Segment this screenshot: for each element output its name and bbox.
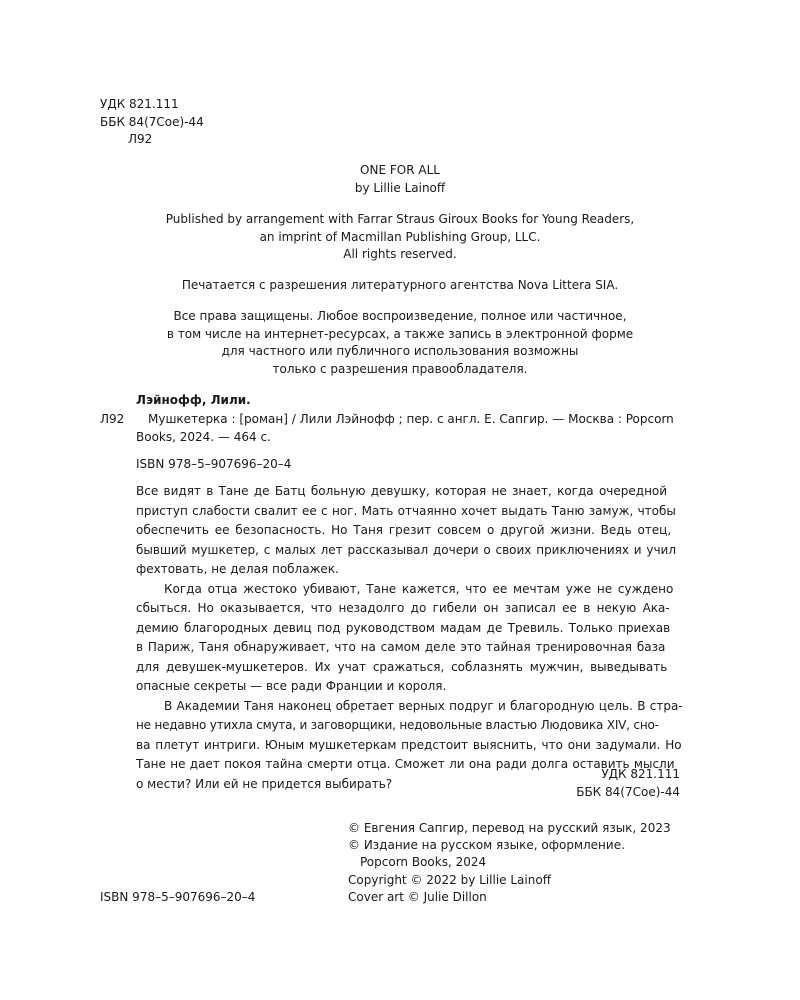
annotation-line: о мести? Или ей не придется выбирать? (136, 776, 393, 791)
annotation-line: демию благородных девиц под руководством мадам де Тревиль. Только приехав (136, 620, 671, 635)
copyright-original: Copyright © 2022 by Lillie Lainoff (348, 872, 551, 887)
annotation-codes (480, 766, 680, 801)
publication-note (0, 211, 800, 264)
annotation-line: Тане не дает покоя тайна смерти отца. Сможет ли она ради долга оставить мысли (136, 757, 675, 771)
rights-notice (0, 308, 800, 378)
catalog-isbn: ISBN 978–5–907696–20–4 (136, 457, 292, 471)
annotation-udk: УДК 821.111 (601, 767, 680, 781)
annotation-line: опасные секреты — все ради Франции и короля. (136, 679, 447, 693)
original-title: ONE FOR ALL (360, 163, 440, 177)
catalog-line-2: Books, 2024. — 464 с. (136, 430, 271, 444)
annotation-line: не недавно утихла смута, и заговорщики, недовольные властью Людовика XIV, сно- (136, 718, 659, 732)
author-mark: Л92 (128, 132, 153, 146)
annotation-line: сбыться. Но оказывается, что незадолго до гибели он записал ее в некую Ака- (136, 601, 670, 615)
rights-line-2: в том числе на интернет-ресурсах, а также запись в электронной форме (166, 326, 634, 341)
footer-isbn: ISBN 978–5–907696–20–4 (100, 890, 256, 904)
original-byline: by Lillie Lainoff (354, 180, 446, 195)
rights-line-3: для частного или публичного использования возможны (221, 344, 579, 358)
annotation-line: Все видят в Тане де Батц больную девушку, которая не знает, когда очередной (136, 484, 668, 498)
original-title-block (0, 162, 800, 197)
annotation-line: в Париж, Таня обнаруживает, что на самом деле это тайная тренировочная база (136, 640, 666, 654)
annotation-bbk: ББК 84(7Сое)-44 (576, 784, 680, 799)
catalog-author: Лэйнофф, Лили. (136, 393, 251, 407)
annotation-line: Когда отца жестоко убивают, Тане кажется, что ее мечтам уже не суждено (164, 581, 674, 596)
copyright-cover-art: Cover art © Julie Dillon (348, 889, 487, 904)
publication-line-3: All rights reserved. (343, 247, 457, 261)
bbk-code: ББК 84(7Сое)-44 (100, 114, 204, 129)
publication-line-2: an imprint of Macmillan Publishing Group, LLC. (259, 229, 541, 244)
annotation-line: ва плетут интриги. Юным мушкетеркам предстоит выяснить, что они задумали. Но (136, 737, 682, 752)
copyright-translation: © Евгения Сапгир, перевод на русский язык, 2023 (348, 821, 671, 835)
rights-line-1: Все права защищены. Любое воспроизведение, полное или частичное, (173, 309, 627, 323)
copyright-edition: © Издание на русском языке, оформление. (348, 838, 625, 853)
annotation-paragraph-1 (136, 482, 680, 580)
publication-line-1: Published by arrangement with Farrar Straus Giroux Books for Young Readers, (165, 212, 635, 226)
permission-note (0, 277, 800, 295)
annotation-line: фехтовать, не делая поблажек. (136, 562, 339, 576)
catalog-mark: Л92 (100, 412, 125, 426)
rights-line-4: только с разрешения правообладателя. (272, 361, 528, 376)
catalog-line-1: Мушкетерка : [роман] / Лили Лэйнофф ; пер. с англ. Е. Сапгир. — Москва : Popcorn (148, 412, 674, 426)
annotation-line: для девушек-мушкетеров. Их учат сражаться, соблазнять мужчин, выведывать (136, 659, 668, 674)
annotation-line: В Академии Таня наконец обретает верных подруг и благородную цель. В стра- (164, 698, 683, 713)
permission-text: Печатается с разрешения литературного агентства Nova Littera SIA. (181, 278, 619, 292)
header-codes (100, 96, 204, 149)
annotation-line: бывший мушкетер, с малых лет рассказывал дочери о своих приключениях и учил (136, 542, 677, 557)
annotation-line: приступ слабости свалит ее с ног. Мать отчаянно хочет выдать Таню замуж, чтобы (136, 503, 676, 518)
annotation-line: обеспечить ее безопасность. Но Таня грезит совсем о другой жизни. Ведь отец, (136, 523, 672, 537)
annotation (136, 482, 683, 794)
annotation-paragraph-2 (136, 580, 680, 697)
copyright-block (348, 820, 671, 906)
copyright-publisher: Popcorn Books, 2024 (360, 855, 487, 870)
udk-code: УДК 821.111 (100, 97, 179, 111)
